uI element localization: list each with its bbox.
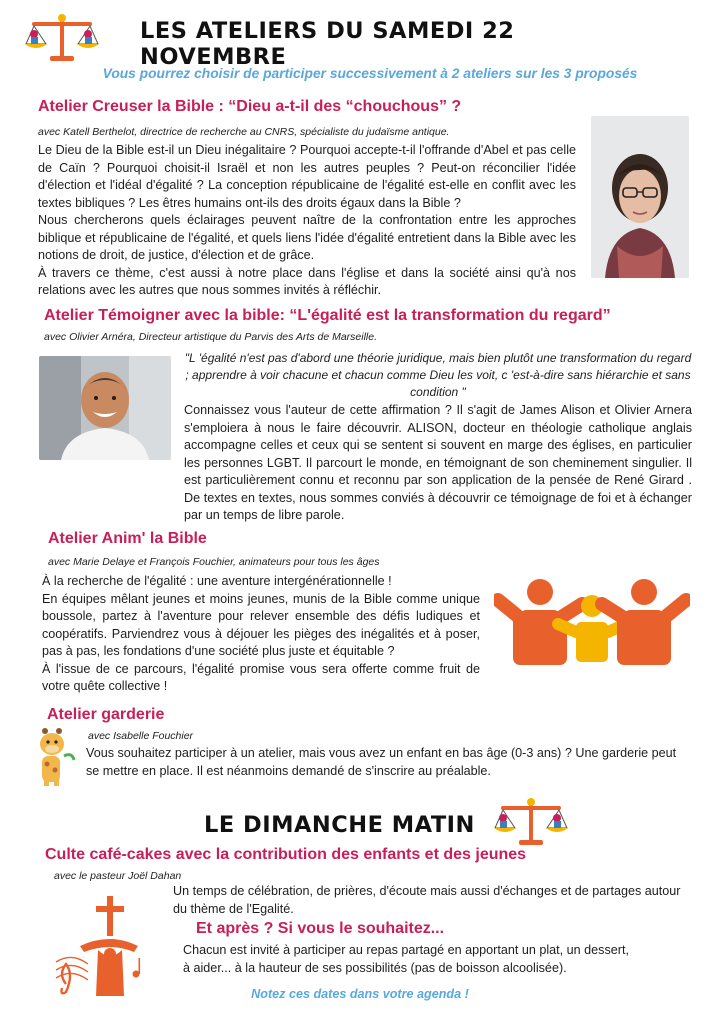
culte-speaker: avec le pasteur Joël Dahan (54, 870, 182, 882)
atelier-3-body (42, 573, 480, 696)
page-subtitle: Vous pourrez choisir de participer successivement à 2 ateliers sur les 3 proposés (102, 66, 638, 81)
footer-note: Notez ces dates dans votre agenda ! (251, 987, 469, 1001)
apres-body (183, 942, 703, 977)
culte-body: Un temps de célébration, de prières, d'écoute mais aussi d'échanges et de partages autour du thème de l'Egalité. (173, 884, 681, 916)
atelier-4-body (86, 745, 692, 780)
scales-icon-top (22, 10, 102, 66)
people-icon (494, 566, 690, 668)
speaker-photo-olivier (39, 356, 171, 460)
atelier-4-title: Atelier garderie (47, 706, 165, 723)
atelier-3-paragraph: À l'issue de ce parcours, l'égalité promise vous sera offerte comme fruit de votre quête collective ! (42, 661, 480, 693)
speaker-photo-katell (591, 116, 689, 278)
apres-title: Et après ? Si vous le souhaitez... (196, 920, 445, 937)
atelier-3-title: Atelier Anim' la Bible (48, 530, 207, 547)
dimanche-title: LE DIMANCHE MATIN (204, 812, 475, 838)
atelier-1-paragraph: À travers ce thème, c'est aussi à notre place dans l'église et dans la société ainsi qu'à nos relations avec les autres que nous sommes invités à réfléchir. (38, 265, 576, 297)
atelier-4-speaker: avec Isabelle Fouchier (88, 730, 194, 742)
atelier-2-paragraph: Connaissez vous l'auteur de cette affirmation ? Il s'agit de James Alison et Olivier Arnera s'emploiera à nous le faire découvrir. ALISON, docteur en théologie catholique anglais accompagne celles et ceux qui se sentent si souvent en marge des églises, en particulier les personnes LGBT. Il parcourt le monde, en témoignant de son cheminement singulier. Il est particulièrement connu et reconnu par son application de la pensée de René Girard . De textes en textes, nous sommes conviés à découvrir ce témoignage de foi et à échanger par un temps de libre parole. (184, 403, 692, 522)
atelier-3-paragraph: À la recherche de l'égalité : une aventure intergénérationnelle ! (42, 574, 392, 588)
atelier-4-paragraph: Vous souhaitez participer à un atelier, mais vous avez un enfant en bas âge (0-3 ans) ? Une garderie peut se mettre en place. Il est néanmoins demandé de s'inscrire au préalable. (86, 746, 677, 778)
atelier-1-paragraph: Le Dieu de la Bible est-il un Dieu inégalitaire ? Pourquoi accepte-t-il l'offrande d'Abel et pas celle de Caïn ? Pourquoi choisit-il Israël et non les autres peuples ? Peut-on réconcilier l'idée d'élection et l'idéal d'égalité ? La conception républicaine de l'égalité est-elle en conflit avec les textes bibliques ? Les êtres humains ont-ils des droits égaux dans la Bible ? (38, 143, 576, 210)
atelier-2-body (184, 402, 692, 525)
atelier-3-paragraph: En équipes mêlant jeunes et moins jeunes, munis de la Bible comme unique boussole, partez à l'aventure pour relever ensemble des défis ludiques et coopératifs. Parviendrez vous à déjouer les pièges des inégalités et à poser, pas à pas, les fondations d'une société plus juste et équitable ? (42, 591, 480, 658)
page-title: LES ATELIERS DU SAMEDI 22 NOVEMBRE (140, 18, 515, 70)
atelier-1-speaker: avec Katell Berthelot, directrice de recherche au CNRS, spécialiste du judaïsme antique. (38, 126, 450, 138)
apres-line-2: à aider... à la hauteur de ses possibilités (pas de boisson alcoolisée). (183, 960, 567, 975)
apres-line-1: Chacun est invité à participer au repas partagé en apportant un plat, un dessert, (183, 943, 629, 957)
atelier-1-title: Atelier Creuser la Bible : “Dieu a-t-il des “chouchous” ? (38, 98, 462, 115)
atelier-3-speaker: avec Marie Delaye et François Fouchier, animateurs pour tous les âges (48, 556, 380, 568)
cross-music-icon (52, 892, 146, 1008)
atelier-1-body (38, 142, 576, 300)
atelier-2-quote: "L 'égalité n'est pas d'abord une théorie juridique, mais bien plutôt une transformation du regard ; apprendre à voir chacune et chacun comme Dieu les voit, c 'est-à-dire sans hiérarchie et sans condition " (184, 351, 692, 399)
atelier-2-speaker: avec Olivier Arnéra, Directeur artistique du Parvis des Arts de Marseille. (44, 331, 378, 343)
scales-icon-bottom (488, 794, 574, 850)
atelier-1-paragraph: Nous chercherons quels éclairages peuvent naître de la confrontation entre les approches biblique et républicaine de l'égalité, et quels liens l'idée d'égalité entretient dans la Bible avec les notions de droit, de justice, d'élection et de grâce. (38, 213, 576, 262)
giraffe-icon (28, 726, 78, 788)
atelier-2-title: Atelier Témoigner avec la bible: “L'égalité est la transformation du regard” (44, 307, 611, 324)
culte-title: Culte café-cakes avec la contribution des enfants et des jeunes (45, 846, 527, 863)
